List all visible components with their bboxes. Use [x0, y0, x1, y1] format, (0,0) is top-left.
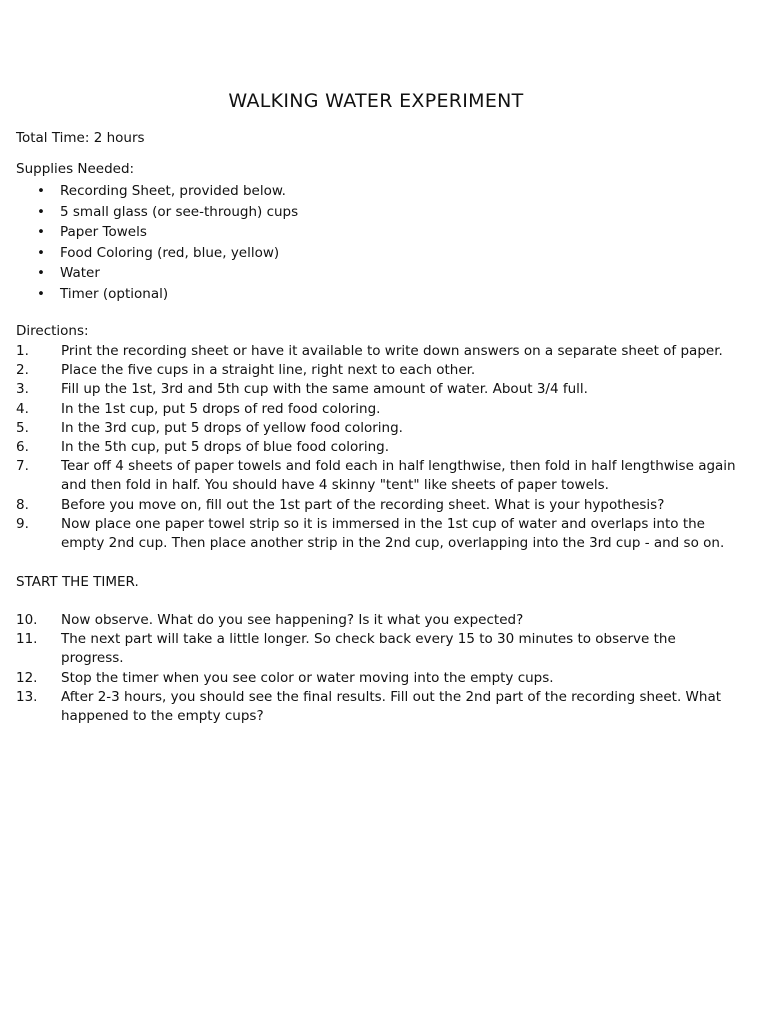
supply-item: • Water: [37, 265, 100, 281]
bullet-icon: •: [37, 183, 45, 199]
supply-item: • Timer (optional): [37, 285, 169, 302]
bullet-icon: •: [37, 265, 45, 281]
supply-item: • Paper Towels: [37, 224, 147, 240]
direction-step: 1. Print the recording sheet or have it available to write down answers on a separate sheet of paper.: [16, 343, 723, 359]
start-timer-note: START THE TIMER.: [16, 574, 139, 590]
direction-step: 12. Stop the timer when you see color or water moving into the empty cups.: [16, 669, 554, 686]
supplies-list: [36, 181, 298, 304]
direction-step: 6. In the 5th cup, put 5 drops of blue food coloring.: [16, 439, 390, 456]
direction-step: 5. In the 3rd cup, put 5 drops of yellow food coloring.: [16, 419, 403, 436]
supplies-heading: Supplies Needed:: [16, 161, 135, 177]
direction-step: 8. Before you move on, fill out the 1st part of the recording sheet. What is your hypothesis?: [16, 496, 665, 513]
bullet-icon: •: [37, 244, 45, 261]
direction-step: 11. The next part will take a little longer. So check back every 15 to 30 minutes to observe the progress.: [16, 631, 676, 667]
direction-step: 10. Now observe. What do you see happening? Is it what you expected?: [16, 612, 524, 628]
directions-list-part2: [16, 611, 741, 726]
directions-heading: Directions:: [16, 323, 89, 339]
direction-step: 13. After 2-3 hours, you should see the final results. Fill out the 2nd part of the recording sheet. What happened to the empty cups?: [16, 688, 722, 725]
bullet-icon: •: [37, 285, 45, 302]
supply-item: • Recording Sheet, provided below.: [37, 183, 286, 199]
supply-item: • 5 small glass (or see-through) cups: [37, 203, 299, 220]
direction-step: 9. Now place one paper towel strip so it is immersed in the 1st cup of water and overlaps into the empty 2nd cup. Then place another strip in the 2nd cup, overlapping into the 3rd cup - and so on.: [16, 515, 725, 552]
supply-item: • Food Coloring (red, blue, yellow): [37, 244, 280, 261]
page-title: WALKING WATER EXPERIMENT: [228, 90, 524, 112]
direction-step: 2. Place the five cups in a straight line, right next to each other.: [16, 362, 476, 379]
bullet-icon: •: [37, 224, 45, 240]
direction-step: 7. Tear off 4 sheets of paper towels and fold each in half lengthwise, then fold in half lengthwise again and then fold in half. You should have 4 skinny "tent" like sheets of paper towels.: [16, 458, 736, 494]
total-time: Total Time: 2 hours: [16, 130, 145, 146]
direction-step: 3. Fill up the 1st, 3rd and 5th cup with the same amount of water. About 3/4 full.: [16, 381, 588, 398]
directions-list-part1: [16, 342, 741, 553]
direction-step: 4. In the 1st cup, put 5 drops of red food coloring.: [16, 400, 381, 417]
bullet-icon: •: [37, 203, 45, 220]
